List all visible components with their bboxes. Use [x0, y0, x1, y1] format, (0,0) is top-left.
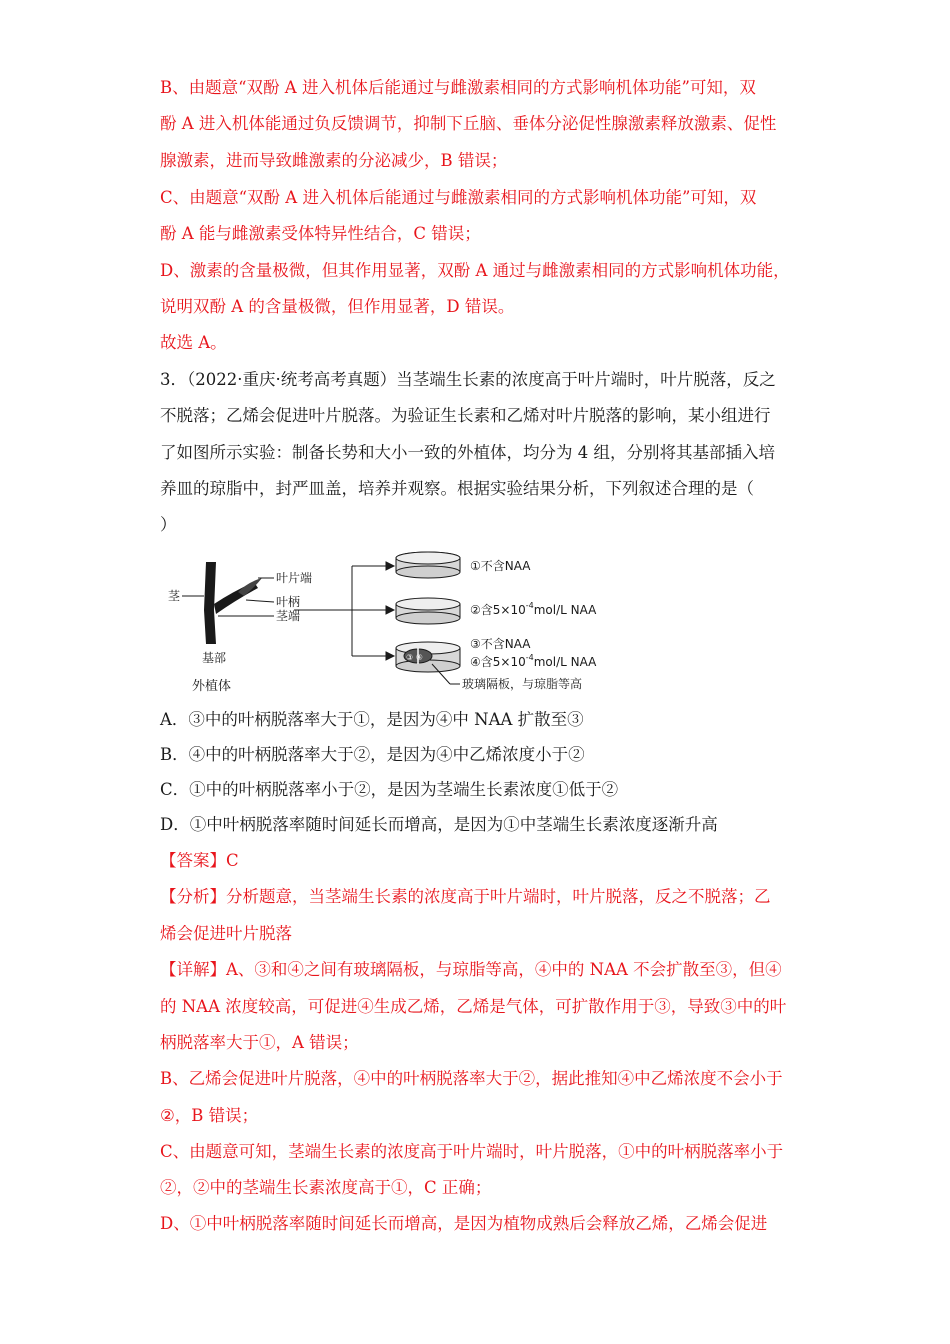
dish-2-label: ②含$5\times 10^{-4}mol/L$ NAA: [470, 601, 597, 617]
petri-dish-1: [396, 552, 460, 578]
option-d: D．①中叶柄脱落率随时间延长而增高，是因为①中茎端生长素浓度逐渐升高: [160, 815, 718, 834]
explanation-c-line1: C、由题意“双酚 A 进入机体后能通过与雌激素相同的方式影响机体功能”可知，双: [160, 188, 757, 207]
detail-line1: 【详解】A、③和④之间有玻璃隔板，与琼脂等高，④中的 NAA 不会扩散至③，但④: [160, 960, 782, 979]
answer-choice-line: 故选 A。: [160, 333, 227, 352]
experiment-diagram: [162, 548, 642, 698]
question-3-line1: 3．（2022·重庆·统考高考真题）当茎端生长素的浓度高于叶片端时，叶片脱落，反之: [160, 370, 776, 389]
detail-line7: ②，②中的茎端生长素浓度高于①，C 正确；: [160, 1178, 492, 1197]
detail-line3: 柄脱落率大于①，A 错误；: [160, 1033, 359, 1052]
detail-line4: B、乙烯会促进叶片脱落，④中的叶柄脱落率大于②，据此推知④中乙烯浓度不会小于: [160, 1069, 783, 1088]
answer-line: 【答案】C: [160, 851, 239, 870]
label-base: 基部: [202, 651, 227, 665]
explanation-b-line1: B、由题意“双酚 A 进入机体后能通过与雌激素相同的方式影响机体功能”可知，双: [160, 78, 756, 97]
detail-line6: C、由题意可知，茎端生长素的浓度高于叶片端时，叶片脱落，①中的叶柄脱落率小于: [160, 1142, 784, 1161]
label-explant: 外植体: [192, 679, 232, 694]
dish-3-inner-label: ③ ④: [406, 653, 423, 662]
label-stem: 茎: [168, 589, 181, 603]
label-petiole: 叶柄: [276, 595, 301, 609]
explanation-b-line2: 酚 A 进入机体能通过负反馈调节，抑制下丘脑、垂体分泌促性腺激素释放激素、促性: [160, 114, 777, 133]
glass-partition-note: 玻璃隔板，与琼脂等高: [462, 677, 583, 691]
petri-dish-2: [396, 598, 460, 624]
detail-line5: ②，B 错误；: [160, 1106, 259, 1125]
analysis-line2: 烯会促进叶片脱落: [160, 924, 292, 943]
option-b: B．④中的叶柄脱落率大于②，是因为④中乙烯浓度小于②: [160, 745, 585, 764]
option-c: C．①中的叶柄脱落率小于②，是因为茎端生长素浓度①低于②: [160, 780, 619, 799]
question-3-line2: 不脱落；乙烯会促进叶片脱落。为验证生长素和乙烯对叶片脱落的影响，某小组进行: [160, 406, 771, 425]
dish-3-label-a: ③不含NAA: [470, 637, 531, 651]
detail-line2: 的 NAA 浓度较高，可促进④生成乙烯，乙烯是气体，可扩散作用于③，导致③中的叶: [160, 997, 787, 1016]
explant-plant: [204, 562, 262, 644]
analysis-line1: 【分析】分析题意，当茎端生长素的浓度高于叶片端时，叶片脱落，反之不脱落；乙: [160, 887, 771, 906]
question-3-line4: 养皿的琼脂中，封严皿盖，培养并观察。根据实验结果分析，下列叙述合理的是（: [160, 479, 754, 498]
explanation-d-line1: D、激素的含量极微，但其作用显著，双酚 A 通过与雌激素相同的方式影响机体功能，: [160, 261, 790, 280]
question-3-line5: ）: [160, 515, 177, 534]
dish-1-label: ①不含NAA: [470, 559, 531, 573]
detail-line8: D、①中叶柄脱落率随时间延长而增高，是因为植物成熟后会释放乙烯，乙烯会促进: [160, 1214, 768, 1233]
question-3-line3: 了如图所示实验：制备长势和大小一致的外植体，均分为 4 组，分别将其基部插入培: [160, 443, 775, 462]
label-stem-end: 茎端: [276, 609, 301, 623]
label-leaf-end: 叶片端: [276, 571, 313, 585]
experiment-figure: [162, 548, 642, 698]
explanation-c-line2: 酚 A 能与雌激素受体特异性结合，C 错误；: [160, 224, 481, 243]
explanation-b-line3: 腺激素，进而导致雌激素的分泌减少，B 错误；: [160, 151, 508, 170]
dish-3-label-b: ④含$5\times 10^{-4}mol/L$ NAA: [470, 653, 597, 669]
option-a: A．③中的叶柄脱落率大于①，是因为④中 NAA 扩散至③: [160, 710, 584, 729]
explanation-d-line2: 说明双酚 A 的含量极微，但作用显著，D 错误。: [160, 297, 515, 316]
